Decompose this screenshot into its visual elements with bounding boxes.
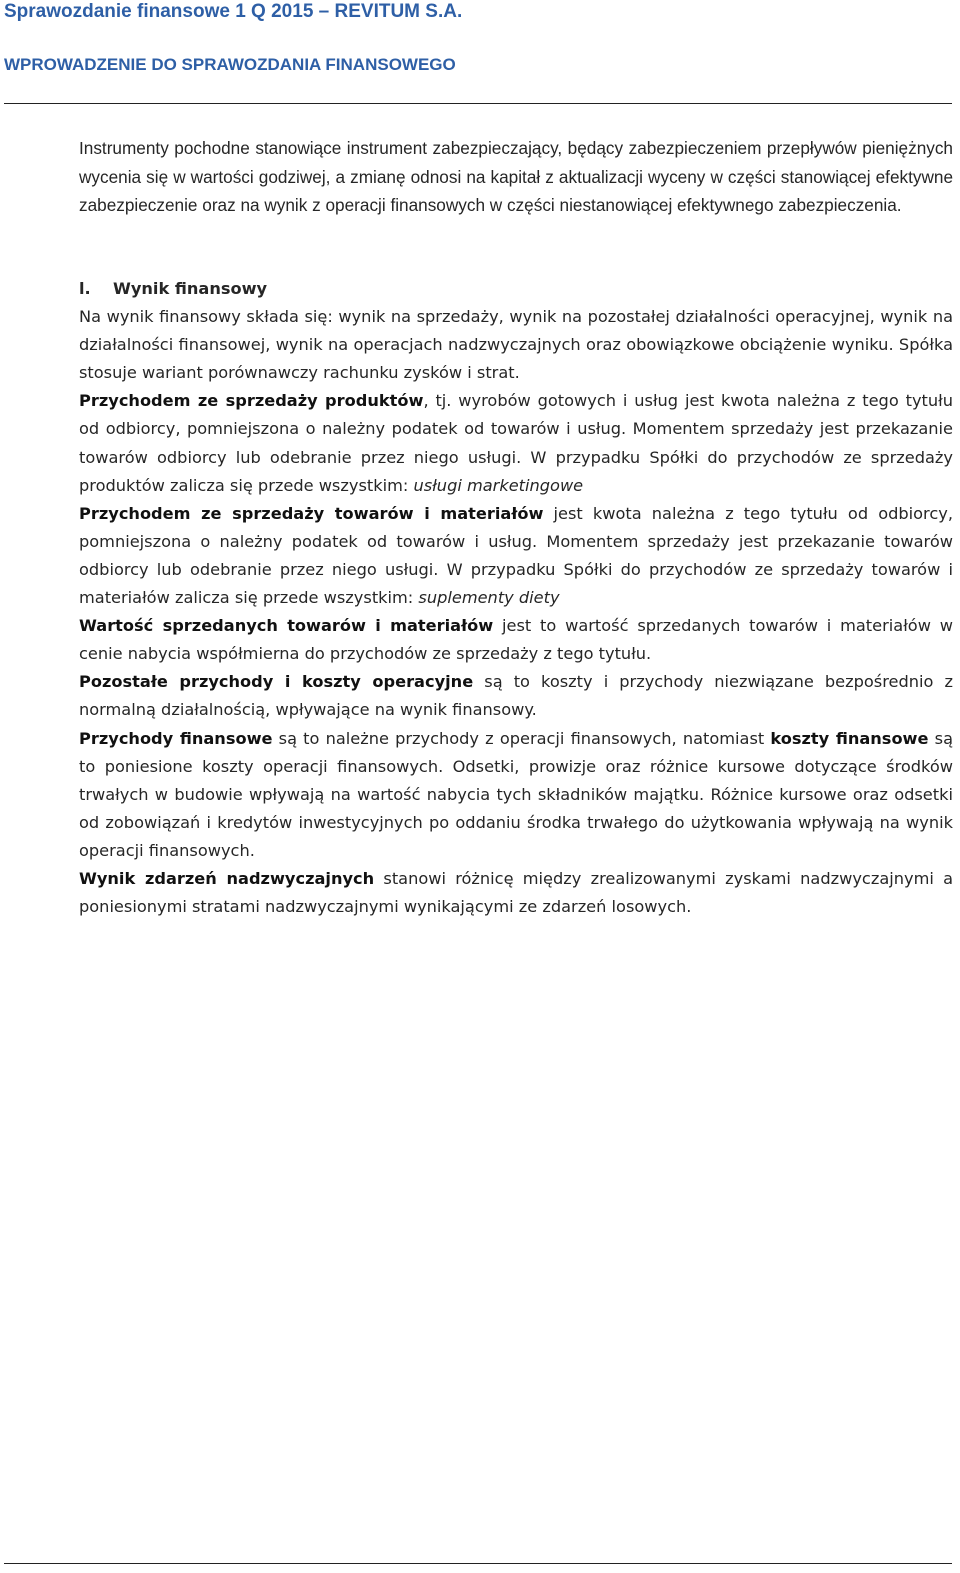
paragraph-6 [79, 725, 953, 865]
term-zdarzenia-nadzwyczajne: Wynik zdarzeń nadzwyczajnych [79, 868, 375, 888]
header-divider [4, 103, 952, 104]
paragraph-4-text: jest to wartość sprzedanych towarów i materiałów w cenie nabycia współmierna do przychodów ze sprzedaży z tego tytułu. [79, 616, 953, 664]
term-przychod-towarow: Przychodem ze sprzedaży towarów i materiałów [79, 503, 544, 523]
paragraph-5-text: są to koszty i przychody niezwiązane bezpośrednio z normalną działalnością, wpływające na wynik finansowy. [79, 672, 953, 720]
term-przychody-finansowe: Przychody finansowe [79, 728, 273, 748]
term-koszty-finansowe: koszty finansowe [770, 728, 929, 748]
paragraph-6-text-2: są to poniesione koszty operacji finansowych. Odsetki, prowizje oraz różnice kursowe dotyczące środków trwałych w budowie wpływają na wartość nabycia tych składników majątku. Różnice kursowe oraz odsetki od zobowiązań i kredytów inwestycyjnych po oddaniu środka trwałego do użytkowania wpływają na wynik operacji finansowych. [79, 728, 954, 860]
paragraph-2 [79, 387, 953, 499]
section-heading [79, 275, 953, 303]
paragraph-3-italic: suplementy diety [418, 588, 560, 608]
section-wynik-finansowy [79, 275, 953, 921]
paragraph-3-text: jest kwota należna z tego tytułu od odbiorcy, pomniejszona o należny podatek od towarów i usług. Momentem sprzedaży jest przekazanie towarów odbiorcy lub odebranie przez niego usługi. W przypadku Spółki do przychodów ze sprzedaży towarów i materiałów zalicza się przede wszystkim: [79, 503, 953, 608]
paragraph-7 [79, 865, 953, 921]
paragraph-5 [79, 668, 953, 724]
paragraph-6-text-1: są to należne przychody z operacji finansowych, natomiast [272, 728, 771, 748]
footer-divider [4, 1563, 952, 1564]
section-number: l. [79, 279, 91, 298]
term-przychod-produktow: Przychodem ze sprzedaży produktów [79, 391, 424, 411]
term-wartosc-sprzedanych: Wartość sprzedanych towarów i materiałów [79, 616, 494, 636]
paragraph-1: Na wynik finansowy składa się: wynik na sprzedaży, wynik na pozostałej działalności operacyjnej, wynik na działalności finansowej, wynik na operacjach nadzwyczajnych oraz obowiązkowe obciążenie wyniku. Spółka stosuje wariant porównawczy rachunku zysków i strat. [79, 307, 953, 383]
paragraph-4 [79, 612, 953, 668]
paragraph-2-italic: usługi marketingowe [413, 475, 584, 495]
term-pozostale-przychody: Pozostałe przychody i koszty operacyjne [79, 672, 474, 692]
section-heading-text: Wynik finansowy [113, 279, 268, 298]
intro-paragraph: Instrumenty pochodne stanowiące instrument zabezpieczający, będący zabezpieczeniem przepływów pieniężnych wycenia się w wartości godziwej, a zmianę odnosi na kapitał z aktualizacji wyceny w części stanowiącej efektywne zabezpieczenie oraz na wynik z operacji finansowych w części niestanowiącej efektywnego zabezpieczenia. [79, 138, 953, 216]
paragraph-2-text: , tj. wyrobów gotowych i usług jest kwota należna z tego tytułu od odbiorcy, pomniejszona o należny podatek od towarów i usług. Momentem sprzedaży jest przekazanie towarów odbiorcy lub odebranie przez niego usługi. W przypadku Spółki do przychodów ze sprzedaży produktów zalicza się przede wszystkim: [79, 391, 953, 495]
paragraph-7-text: stanowi różnicę między zrealizowanymi zyskami nadzwyczajnymi a poniesionymi stratami nadzwyczajnymi wynikającymi ze zdarzeń losowych. [79, 868, 953, 917]
document-title: Sprawozdanie finansowe 1 Q 2015 – REVITUM S.A. [4, 1, 463, 22]
document-subtitle: WPROWADZENIE DO SPRAWOZDANIA FINANSOWEGO [4, 55, 456, 74]
paragraph-3 [79, 500, 953, 612]
